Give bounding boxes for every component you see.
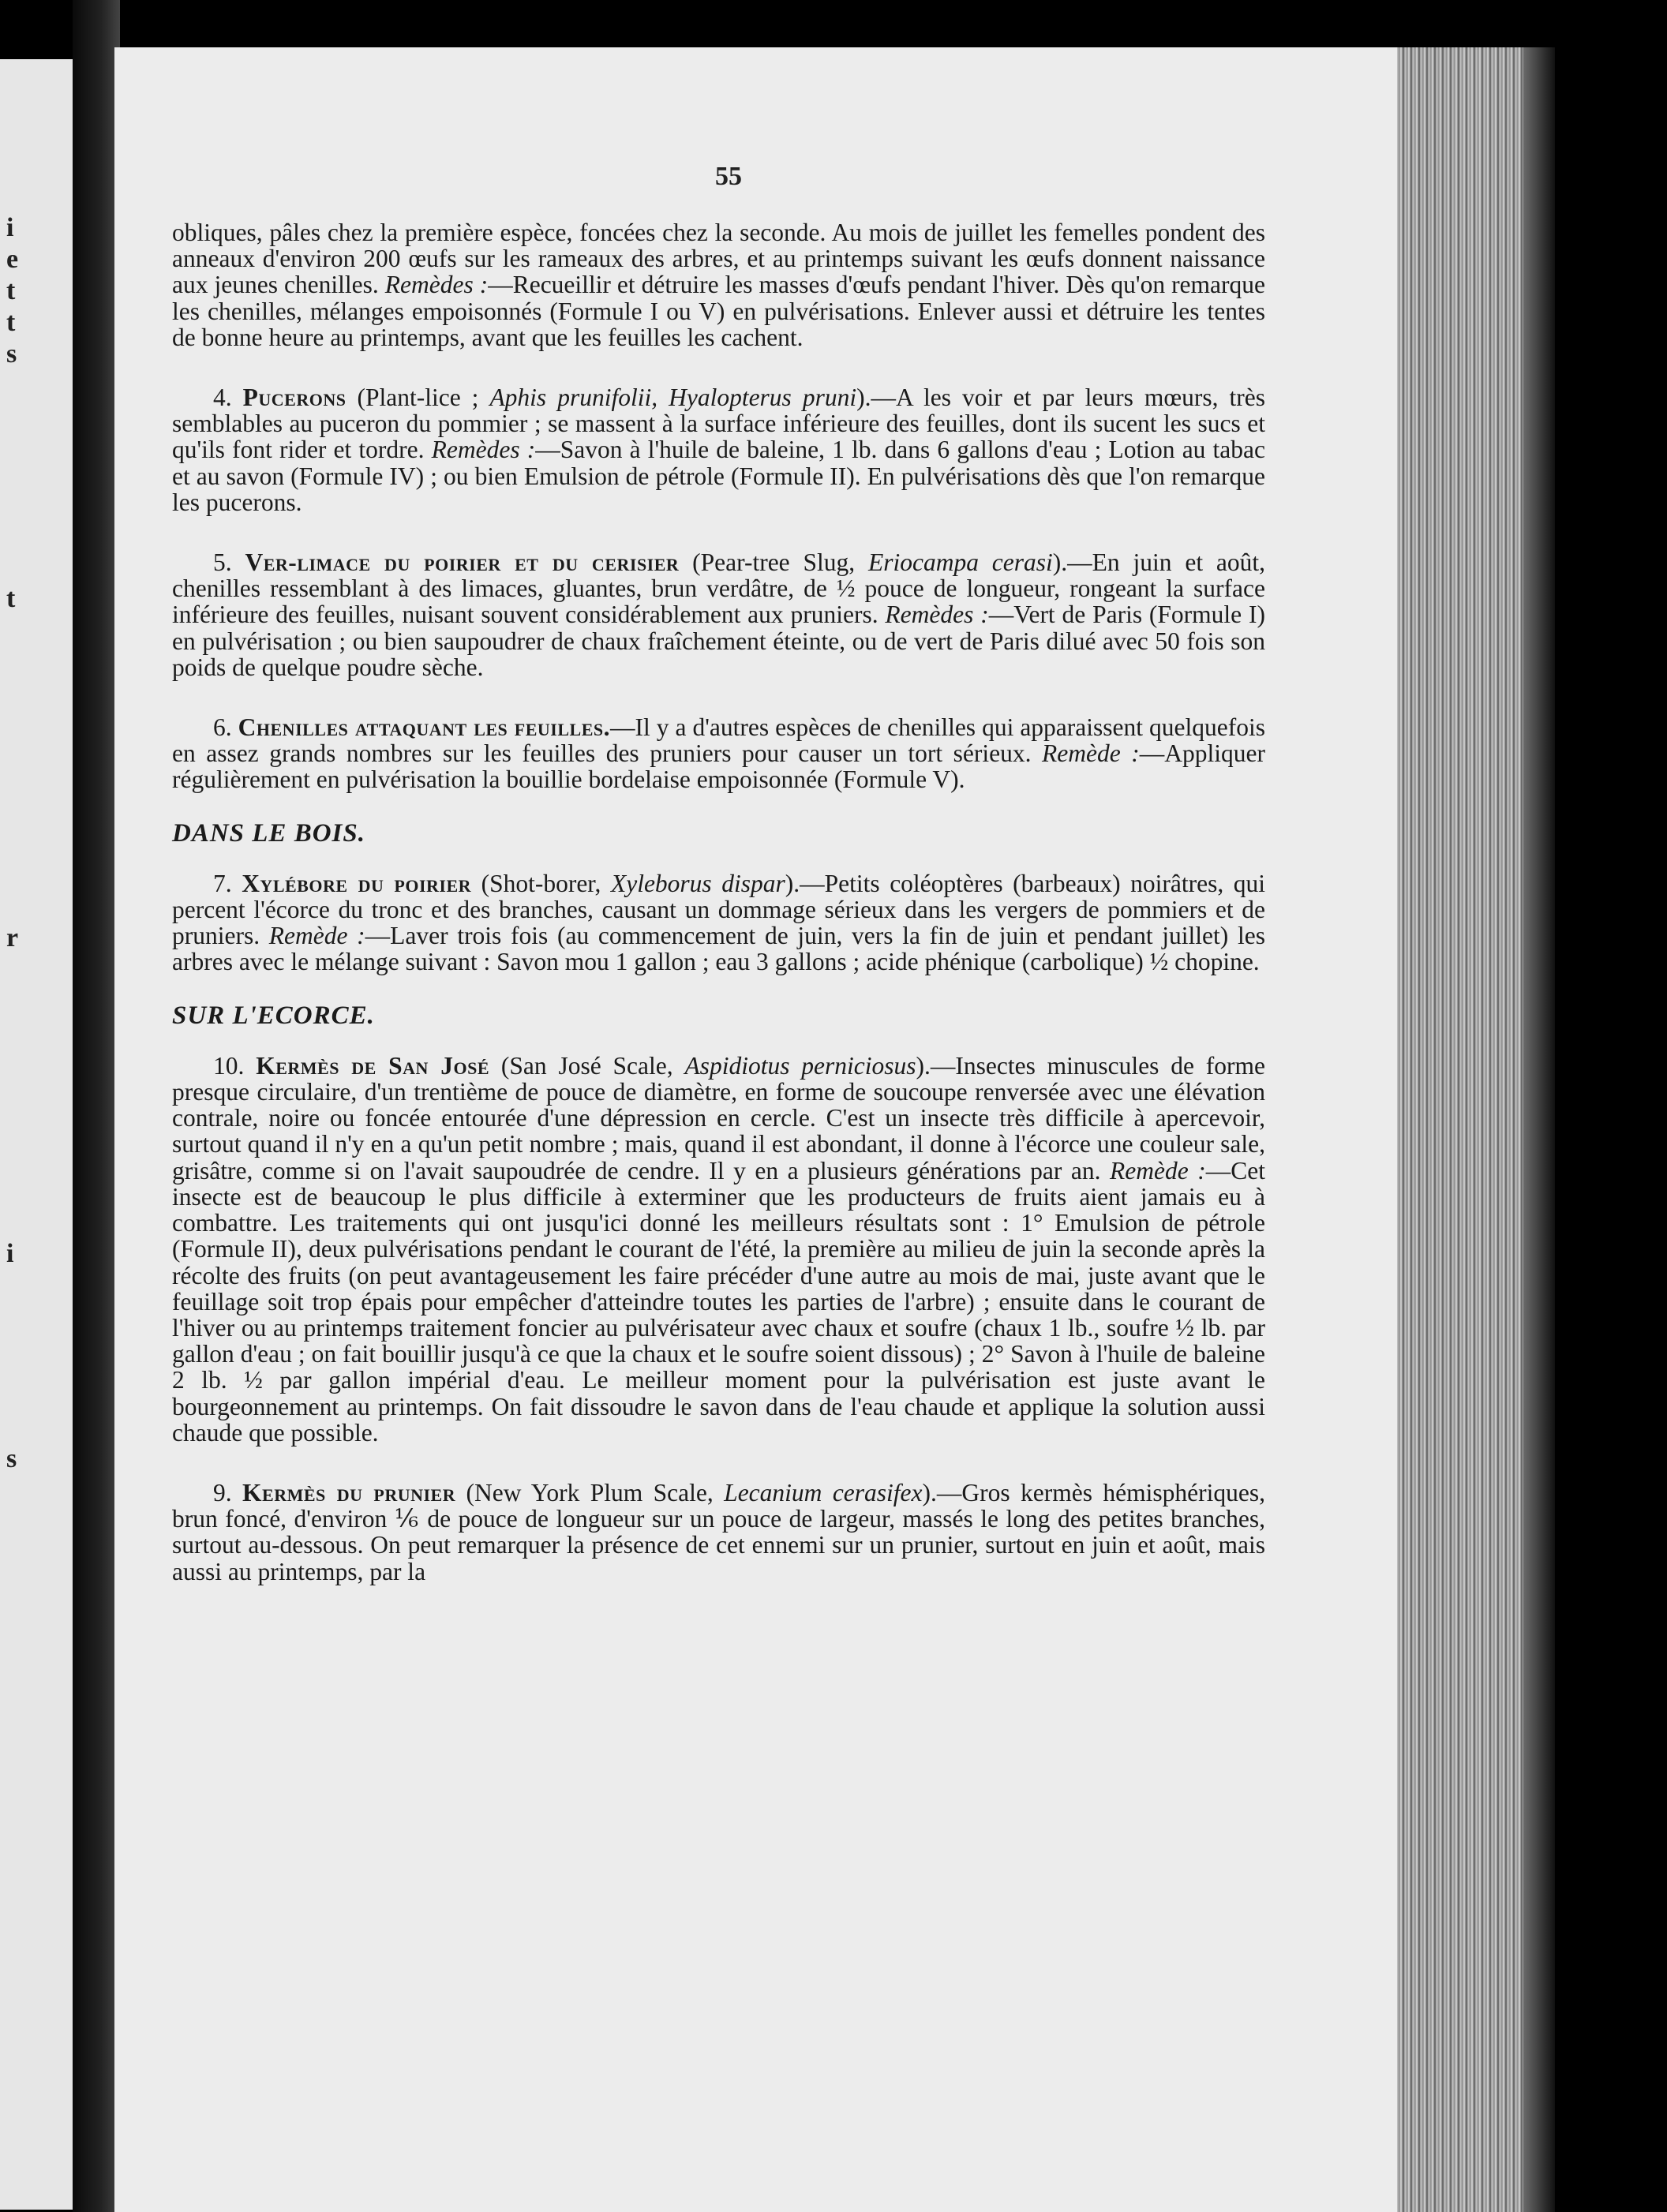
text-run: ).—A les voir et par leurs mœurs, très semblables au puceron du pommier ; se massent à la surface inférieure des feuilles, dont ils sucent les sucs et qu'ils font rider et tordre. <box>172 384 1266 464</box>
text-run: —Vert de Paris (Formule I) en pulvérisation ; ou bien saupoudrer de chaux fraîchement éteinte, ou de vert de Paris dilué avec 50 fois son poids de quelque poudre sèche. <box>172 601 1265 681</box>
italic-text: Lecanium cerasifex <box>724 1478 923 1506</box>
text-run: (Pear-tree Slug, <box>679 548 868 577</box>
paragraph-p7 <box>172 870 1265 975</box>
italic-text: Aphis prunifolii, Hyalopterus pruni <box>489 384 857 412</box>
entry-title: Chenilles attaquant les feuilles. <box>238 713 610 742</box>
facing-page-mark: s <box>6 339 17 369</box>
italic-text: Remèdes : <box>384 271 489 299</box>
book-gutter <box>73 0 120 2212</box>
facing-page-mark: t <box>6 276 16 305</box>
italic-text: Remède : <box>268 922 365 950</box>
text-run: (San José Scale, <box>489 1051 685 1080</box>
text-run: —Appliquer régulièrement en pulvérisation la bouillie bordelaise empoisonnée (Formule V). <box>172 739 1265 794</box>
section-heading: DANS LE BOIS. <box>172 818 365 848</box>
text-run: —Recueillir et détruire les masses d'œufs pendant l'hiver. Dès qu'on remarque les chenilles, mélanges empoisonnés (Formule I ou V) en pulvérisations. Enlever aussi et détruire les tentes de bonne heure au printemps, avant que les feuilles les cachent. <box>172 271 1265 351</box>
text-run: ).—Gros kermès hémisphériques, brun foncé, d'environ ⅙ de pouce de longueur sur un pouce de largeur, massés le long des petites branches, surtout au-dessous. On peut remarquer la présence de cet ennemi sur un prunier, surtout en juin et août, mais aussi au printemps, par la <box>172 1478 1265 1585</box>
page-number: 55 <box>715 162 742 191</box>
italic-text: Aspidiotus perniciosus <box>684 1051 916 1080</box>
facing-page-edge <box>0 59 73 2210</box>
text-run: 6. <box>213 713 238 742</box>
section-heading: SUR L'ECORCE. <box>172 1001 375 1030</box>
entry-title: Pucerons <box>242 384 347 412</box>
facing-page-mark: t <box>6 584 16 613</box>
text-run: 5. <box>213 548 245 577</box>
text-run: 7. <box>213 869 242 897</box>
text-run: 10. <box>213 1051 257 1080</box>
entry-title: Kermès de San José <box>256 1051 490 1080</box>
italic-text: Remède : <box>1110 1156 1206 1185</box>
facing-page-mark: s <box>6 1444 17 1473</box>
text-run: (Shot-borer, <box>471 869 611 897</box>
italic-text: Remèdes : <box>431 436 536 464</box>
italic-text: Xyleborus dispar <box>610 869 785 897</box>
text-run: —Cet insecte est de beaucoup le plus difficile à exterminer que les producteurs de fruits aient jamais eu à combattre. Les traitements qui ont jusqu'ici donné les meilleurs résultats sont : 1° Emulsion de pétrole (Formule II), deux pulvérisations pendant le courant de l'été, la première au milieu de juin la seconde après la récolte des fruits (on peut avantageusement les faire précéder d'une autre au mois de mai, juste avant que le feuillage soit trop épais pour empêcher d'atteindre toutes les parties de l'arbre) ; ensuite dans le courant de l'hiver ou au printemps traitement foncier au pulvérisateur avec chaux et soufre (chaux 1 lb., soufre ½ lb. par gallon d'eau ; on fait bouillir jusqu'à ce que la chaux et le soufre soient dissous) ; 2° Savon à l'huile de baleine 2 lb. ½ par gallon impérial d'eau. Le meilleur moment pour la pulvérisation est juste avant le bourgeonnement au printemps. On fait dissoudre le savon dans de l'eau chaude et applique la solution aussi chaude que possible. <box>172 1156 1265 1447</box>
entry-title: Ver-limace du poirier et du cerisier <box>245 548 680 577</box>
page-edges <box>1397 47 1523 2212</box>
text-run: 9. <box>213 1478 243 1506</box>
text-run: —Laver trois fois (au commencement de juin, vers la fin de juin et pendant juillet) les arbres avec le mélange suivant : Savon mou 1 gallon ; eau 3 gallons ; acide phénique (carbolique) ½ chopine. <box>172 922 1265 976</box>
text-run: —Savon à l'huile de baleine, 1 lb. dans 6 gallons d'eau ; Lotion au tabac et au savon (Formule IV) ; ou bien Emulsion de pétrole (Formule II). En pulvérisations dès que l'on remarque les pucerons. <box>172 436 1266 516</box>
facing-page-mark: e <box>6 245 19 274</box>
facing-page-mark: i <box>6 213 14 242</box>
facing-page-mark: i <box>6 1239 14 1268</box>
facing-page-mark: r <box>6 923 19 953</box>
text-run: —Il y a d'autres espèces de chenilles qui apparaissent quelquefois en assez grands nombres sur les feuilles des pruniers pour causer un tort sérieux. <box>172 713 1265 768</box>
text-run: ).—En juin et août, chenilles ressemblant à des limaces, gluantes, brun verdâtre, de ½ pouce de longueur, rongeant la surface inférieure des feuilles, nuisant souvent considérablement aux pruniers. <box>172 548 1266 629</box>
paragraph-p0 <box>172 219 1265 350</box>
text-run: 4. <box>213 384 243 412</box>
paragraph-p10 <box>172 1053 1265 1446</box>
paragraph-p5 <box>172 549 1265 680</box>
facing-page-mark: t <box>6 308 16 337</box>
paragraph-p6 <box>172 714 1265 793</box>
text-run: (New York Plum Scale, <box>455 1478 725 1506</box>
body-text <box>172 219 1265 1619</box>
paragraph-p4 <box>172 384 1265 515</box>
text-run: (Plant-lice ; <box>346 384 490 412</box>
entry-title: Kermès du prunier <box>242 1478 456 1506</box>
italic-text: Remèdes : <box>885 601 989 629</box>
book-cover-edge <box>1523 47 1555 2212</box>
text-run: obliques, pâles chez la première espèce, foncées chez la seconde. Au mois de juillet les femelles pondent des anneaux d'environ 200 œufs sur les rameaux des arbres, et au printemps suivant les œufs donnent naissance aux jeunes chenilles. <box>172 219 1265 299</box>
text-run: ).—Petits coléoptères (barbeaux) noirâtres, qui percent l'écorce du tronc et des branches, causant un dommage sérieux dans les vergers de pommiers et de pruniers. <box>172 869 1266 950</box>
italic-text: Remède : <box>1042 739 1140 768</box>
paragraph-p9 <box>172 1480 1265 1585</box>
italic-text: Eriocampa cerasi <box>867 548 1053 577</box>
entry-title: Xylébore du poirier <box>242 869 472 897</box>
text-run: ).—Insectes minuscules de forme presque circulaire, d'un trentième de pouce de diamètre, en forme de soucoupe renversée avec une élévation contrale, noire ou foncée entourée d'une dépression en cercle. C'est un insecte très difficile à apercevoir, surtout quand il n'y en a qu'un petit nombre ; mais, quand il est abondant, il donne à l'écorce une couleur sale, grisâtre, comme si on l'avait saupoudrée de cendre. Il y en a plusieurs générations par an. <box>172 1051 1266 1185</box>
